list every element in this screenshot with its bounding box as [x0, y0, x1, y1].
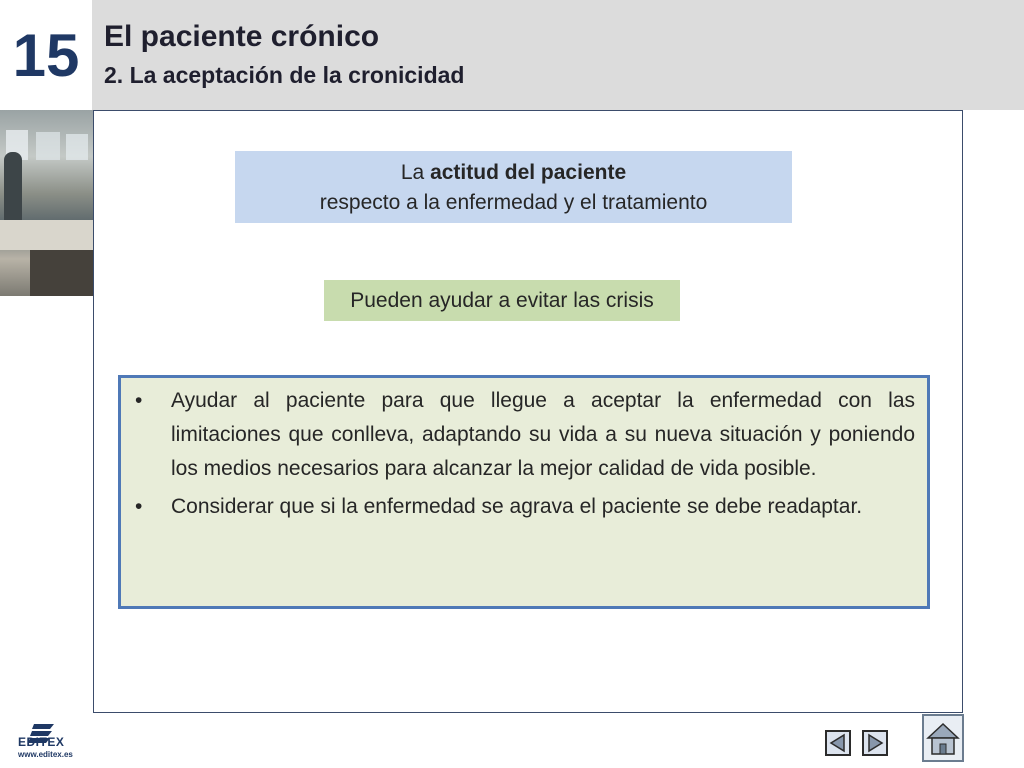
- bullet-text: Considerar que si la enfermedad se agrava el paciente se debe readaptar.: [171, 495, 863, 518]
- logo-url: www.editex.es: [18, 750, 73, 759]
- home-button[interactable]: [922, 714, 964, 762]
- triangle-right-icon: [864, 732, 886, 754]
- photo-window: [36, 132, 60, 160]
- attitude-prefix: La: [400, 161, 431, 184]
- bullet-text: Ayudar al paciente para que llegue a aceptar la enfermedad con las limitaciones que conlleva, adaptando su vida a su nueva situación y poniendo los medios necesarios para alcanzar la mejor calidad de vida posible.: [171, 389, 915, 480]
- photo-bed: [0, 220, 93, 250]
- previous-button[interactable]: [825, 730, 851, 756]
- attitude-line-1: [235, 158, 792, 188]
- bullet-mark: •: [135, 495, 143, 518]
- photo-bed: [30, 250, 93, 296]
- hospital-photo: [0, 110, 93, 296]
- triangle-left-icon: [827, 732, 849, 754]
- bullet-box: [118, 375, 930, 609]
- attitude-line-2: respecto a la enfermedad y el tratamiento: [319, 191, 708, 214]
- slide-title: El paciente crónico: [104, 20, 380, 53]
- header-band: [92, 0, 1024, 110]
- bullet-item: [135, 384, 915, 486]
- chapter-number: 15: [0, 0, 92, 110]
- attitude-box: [235, 151, 792, 223]
- photo-figure: [4, 152, 22, 222]
- attitude-bold: actitud del paciente: [430, 161, 627, 184]
- bullet-mark: •: [135, 389, 143, 412]
- home-icon: [924, 716, 962, 760]
- logo-text: EDITEX: [18, 735, 65, 749]
- photo-window: [66, 134, 88, 160]
- crisis-box: Pueden ayudar a evitar las crisis: [324, 280, 680, 321]
- bullet-item: [135, 490, 915, 524]
- slide-subtitle: 2. La aceptación de la cronicidad: [104, 62, 465, 88]
- next-button[interactable]: [862, 730, 888, 756]
